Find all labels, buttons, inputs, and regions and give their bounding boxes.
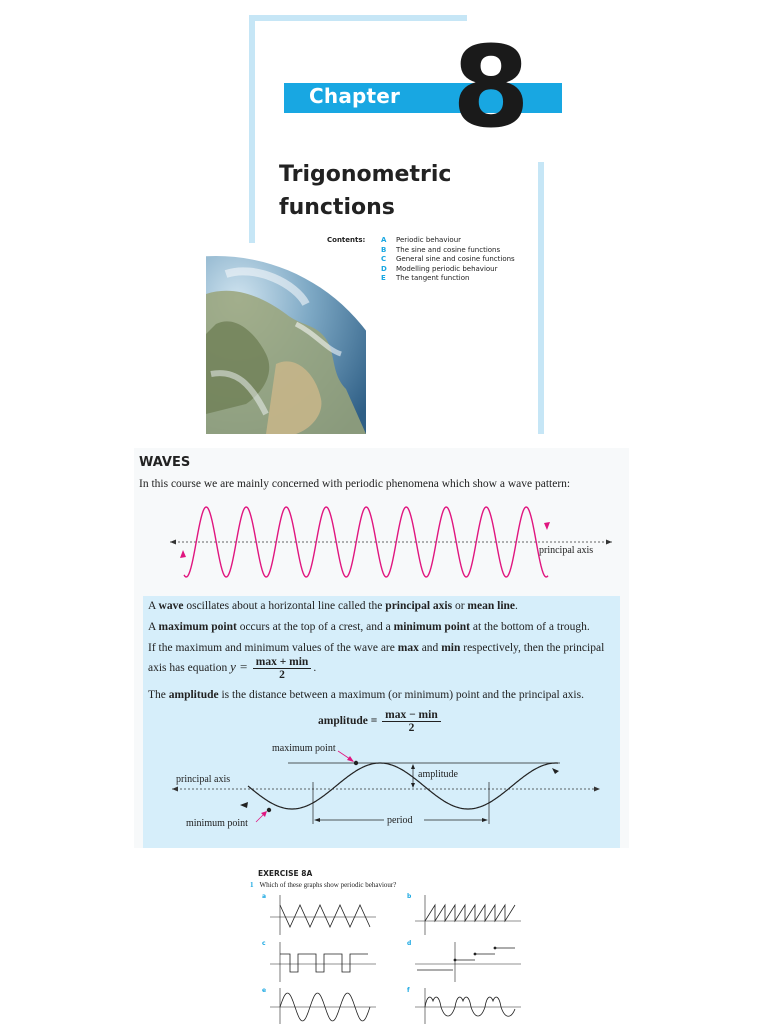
page-frame-top xyxy=(249,15,467,21)
graph-a-triangle-wave xyxy=(268,893,380,937)
graph-c-square-wave xyxy=(268,940,380,984)
wave-left-arrow-icon xyxy=(240,802,248,808)
contents-item[interactable]: C General sine and cosine functions xyxy=(381,255,515,264)
graph-label-d: d xyxy=(407,940,412,947)
page-frame-right xyxy=(538,162,544,434)
section-heading: WAVES xyxy=(139,455,191,470)
wave-right-arrow-icon xyxy=(552,768,559,774)
amplitude-definition: The amplitude is the distance between a maximum (or minimum) point and the principal axis. xyxy=(148,689,584,701)
page-frame-left xyxy=(249,15,255,243)
principal-axis-definition: If the maximum and minimum values of the wave are max and min respectively, then the principal xyxy=(148,642,605,654)
earth-globe-image xyxy=(206,254,366,434)
amplitude-formula: amplitude = $\frac{\max - \min}{2}$ xyxy=(318,709,443,734)
maximum-point-label: maximum point xyxy=(272,743,336,754)
intro-text: In this course we are mainly concerned with periodic phenomena which show a wave pattern: xyxy=(139,478,571,490)
chapter-title-line2: functions xyxy=(279,195,395,220)
chapter-title xyxy=(279,158,479,224)
sine-wave-figure xyxy=(160,500,620,585)
maximum-point-dot xyxy=(354,761,358,765)
labelled-wave-curve xyxy=(248,763,558,809)
chapter-number: 8 xyxy=(452,23,526,153)
right-arrow-icon xyxy=(606,540,612,545)
graph-label-c: c xyxy=(262,940,266,947)
contents-item[interactable]: B The sine and cosine functions xyxy=(381,245,501,254)
graph-label-e: e xyxy=(262,987,267,994)
contents-item[interactable]: E The tangent function xyxy=(381,274,470,283)
contents-item[interactable]: D Modelling periodic behaviour xyxy=(381,264,498,273)
max-pointer-arrow-icon xyxy=(347,756,354,762)
principal-axis-equation: axis has equation y = $\frac{\max + \min}{2}$ . xyxy=(148,656,317,681)
principal-axis-label: principal axis xyxy=(176,774,231,785)
graph-e-sine-wave xyxy=(268,987,380,1024)
minimum-point-label: minimum point xyxy=(186,818,248,829)
amplitude-up-arrow-icon xyxy=(411,764,415,769)
axis-right-arrow-icon xyxy=(594,787,600,792)
minimum-point-dot xyxy=(267,808,271,812)
labelled-wave-diagram xyxy=(160,738,620,838)
exercise-question: 1 Which of these graphs show periodic behaviour? xyxy=(250,881,397,889)
chapter-title-line1: Trigonometric xyxy=(279,162,452,187)
wave-definition: A wave oscillates about a horizontal line called the principal axis or mean line. xyxy=(148,600,518,612)
mean-fraction: $\frac{\max + \min}{2}$ xyxy=(253,656,312,681)
graph-d-step-function xyxy=(413,940,525,984)
graph-label-f: f xyxy=(407,987,410,994)
amplitude-fraction: $\frac{\max - \min}{2}$ xyxy=(382,709,441,734)
amplitude-down-arrow-icon xyxy=(411,783,415,788)
wave-end-arrow-icon xyxy=(544,522,550,530)
chapter-label: Chapter xyxy=(309,84,401,108)
wave-start-arrow-icon xyxy=(180,550,186,558)
graph-b-sawtooth xyxy=(413,893,525,937)
max-min-definition: A maximum point occurs at the top of a crest, and a minimum point at the bottom of a trough. xyxy=(148,621,590,633)
contents-item[interactable]: A Periodic behaviour xyxy=(381,236,462,244)
contents-list xyxy=(381,236,515,284)
period-left-arrow-icon xyxy=(314,818,320,822)
axis-left-arrow-icon xyxy=(172,787,178,792)
period-right-arrow-icon xyxy=(482,818,488,822)
graph-label-a: a xyxy=(262,893,267,900)
principal-axis-label: principal axis xyxy=(539,545,594,556)
graph-label-b: b xyxy=(407,893,412,900)
exercise-title: EXERCISE 8A xyxy=(258,869,313,878)
amplitude-label: amplitude xyxy=(418,769,458,780)
period-label: period xyxy=(387,815,413,826)
left-arrow-icon xyxy=(170,540,176,545)
graph-f-humped-wave xyxy=(413,987,525,1024)
contents-label: Contents: xyxy=(327,236,366,244)
